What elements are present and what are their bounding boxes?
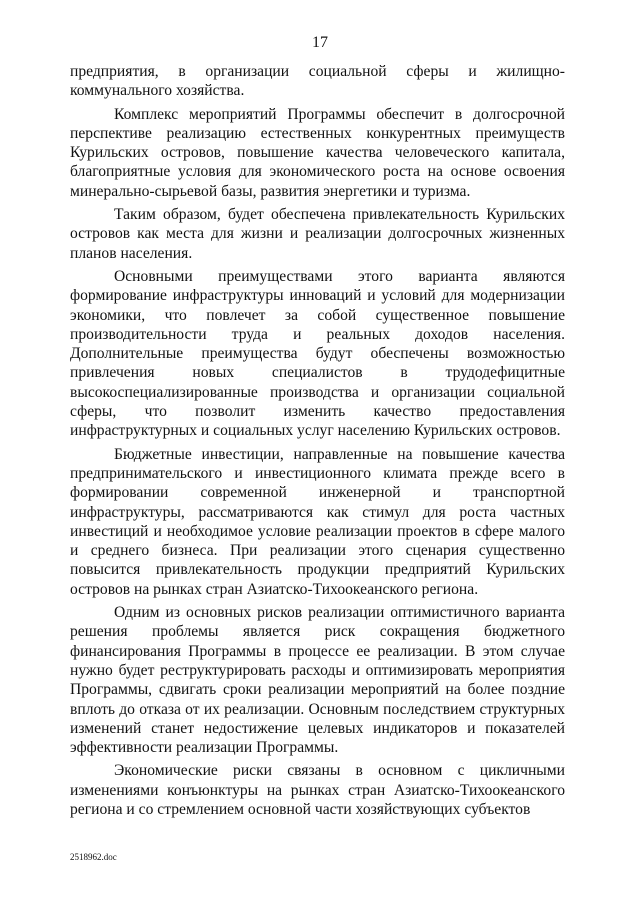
- footer-filename: 2518962.doc: [70, 852, 117, 862]
- paragraph-3: Таким образом, будет обеспечена привлекательность Курильских островов как места для жизни и реализации долгосрочных жизненных планов населения.: [70, 206, 565, 262]
- paragraph-4: Основными преимуществами этого варианта являются формирование инфраструктуры инноваций и условий для модернизации экономики, что повлечет за собой существенное повышение производительности труда и реальных доходов населения. Дополнительные преимущества будут обеспечены возможностью привлечения новых специалистов в трудодефицитные высокоспециализированные производства и организации социальной сферы, что позволит изменить качество предоставления инфраструктурных и социальных услуг населению Курильских островов.: [70, 267, 565, 440]
- paragraph-5: Бюджетные инвестиции, направленные на повышение качества предпринимательского и инвестиционного климата прежде всего в формировании современной инженерной и транспортной инфраструктуры, рассматриваются как стимул для роста частных инвестиций и необходимое условие реализации проектов в сфере малого и среднего бизнеса. При реализации этого сценария существенно повысится привлекательность продукции предприятий Курильских островов на рынках стран Азиатско-Тихоокеанского региона.: [70, 445, 565, 598]
- page-number: 17: [312, 34, 328, 51]
- document-body: [70, 62, 565, 823]
- paragraph-6: Одним из основных рисков реализации оптимистичного варианта решения проблемы является риск сокращения бюджетного финансирования Программы в процессе ее реализации. В этом случае нужно будет реструктурировать расходы и оптимизировать мероприятия Программы, сдвигать сроки реализации мероприятий на более поздние вплоть до отказа от их реализации. Основным последствием структурных изменений станет недостижение целевых индикаторов и показателей эффективности реализации Программы.: [70, 604, 565, 757]
- paragraph-1: предприятия, в организации социальной сферы и жилищно-коммунального хозяйства.: [70, 63, 565, 100]
- paragraph-2: Комплекс мероприятий Программы обеспечит в долгосрочной перспективе реализацию естественных конкурентных преимуществ Курильских островов, повышение качества человеческого капитала, благоприятные условия для экономического роста на основе освоения минерально-сырьевой базы, развития энергетики и туризма.: [70, 105, 565, 200]
- paragraph-7: Экономические риски связаны в основном с цикличными изменениями конъюнктуры на рынках стран Азиатско-Тихоокеанского региона и со стремлением основной части хозяйствующих субъектов: [70, 762, 565, 818]
